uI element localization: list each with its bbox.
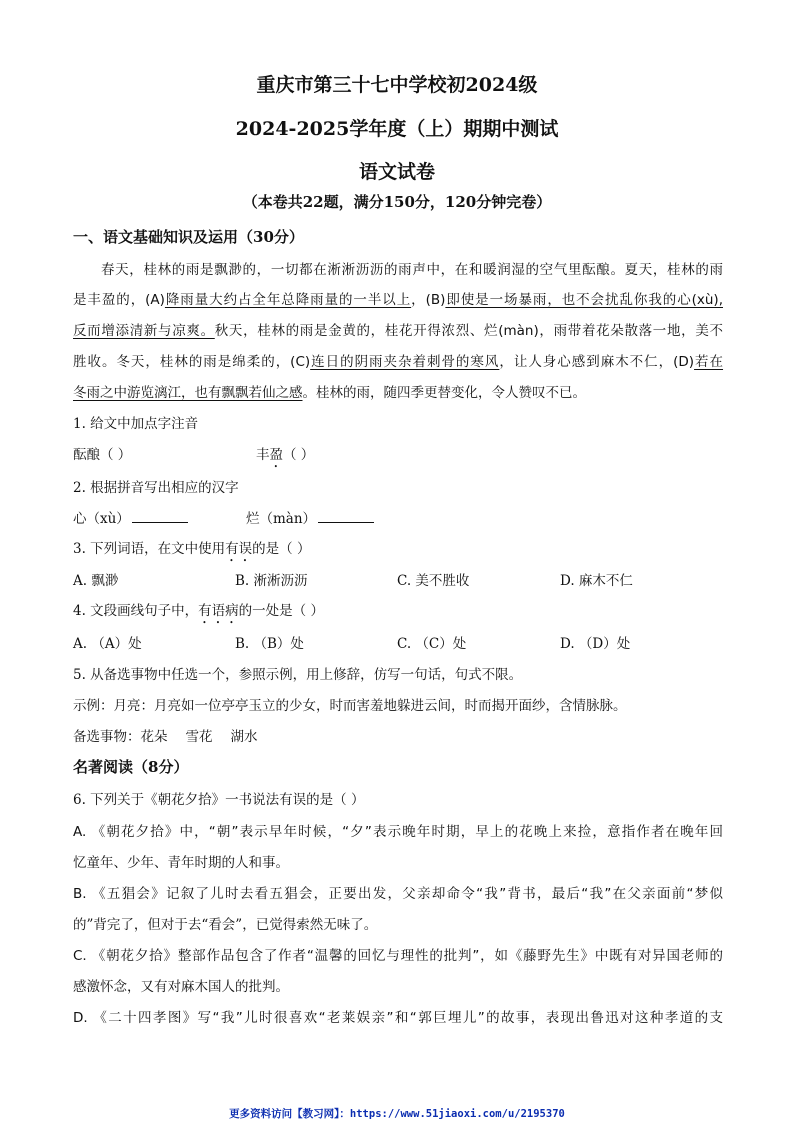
question-3-option-b[interactable]: B. 淅淅沥沥	[235, 573, 308, 589]
exam-subject-title: 语文试卷	[358, 161, 435, 183]
question-3-stem: 3. 下列词语，在文中使用有误的是（ ）	[73, 541, 311, 557]
question-6-option-b[interactable]: B. 《五猖会》记叙了儿时去看五猖会，正要出发，父亲却命令“我”背书，最后“我”在父亲面前“梦似	[73, 886, 723, 902]
section-heading-classics: 名著阅读（8分）	[73, 758, 189, 776]
question-3-option-a[interactable]: A. 飘渺	[73, 573, 119, 589]
answer-blank[interactable]	[318, 510, 374, 523]
answer-blank[interactable]	[132, 510, 188, 523]
question-4-stem: 4. 文段画线句子中，有语病的一处是（ ）	[73, 603, 324, 619]
section-heading-basics: 一、语文基础知识及运用（30分）	[73, 228, 304, 246]
exam-term-title: 2024-2025学年度（上）期期中测试	[235, 118, 559, 140]
question-6-option-a-cont: 忆童年、少年、青年时期的人和事。	[73, 855, 289, 871]
passage-line-3: 反而增添清新与凉爽。秋天，桂林的雨是金黄的，桂花开得浓烈、烂(màn)，雨带着花朵散落一地，美不	[73, 323, 724, 339]
question-4-option-b[interactable]: B. （B）处	[235, 636, 304, 652]
question-6-stem: 6. 下列关于《朝花夕拾》一书说法有误的是（ ）	[73, 792, 365, 808]
question-1-stem: 1. 给文中加点字注音	[73, 416, 199, 432]
question-5-stem: 5. 从备选事物中任选一个，参照示例，用上修辞，仿写一句话，句式不限。	[73, 667, 523, 683]
question-6-option-c[interactable]: C. 《朝花夕拾》整部作品包含了作者“温馨的回忆与理性的批判”，如《藤野先生》中既有对异国老师的	[73, 948, 723, 964]
question-1-item-a: 酝酿（ ）	[73, 447, 132, 463]
question-5-choices: 备选事物：花朵 雪花 湖水	[73, 729, 258, 745]
footer-link[interactable]: 更多资料访问【教习网】：https://www.51jiaoxi.com/u/2195370	[229, 1108, 565, 1120]
question-1-item-b: 丰盈（ ）	[256, 447, 315, 463]
passage-line-4: 胜收。冬天，桂林的雨是绵柔的，(C)连日的阴雨夹杂着刺骨的寒风，让人身心感到麻木不仁，(D)若在	[73, 354, 724, 370]
passage-line-2: 是丰盈的，(A)降雨量大约占全年总降雨量的一半以上，(B)即使是一场暴雨，也不会扰乱你我的心(xù),	[73, 292, 723, 308]
question-4-option-a[interactable]: A. （A）处	[73, 636, 142, 652]
question-4-option-d[interactable]: D. （D）处	[560, 636, 631, 652]
question-5-example: 示例：月亮：月亮如一位亭亭玉立的少女，时而害羞地躲进云间，时而揭开面纱，含情脉脉。	[73, 698, 627, 714]
question-3-option-c[interactable]: C. 美不胜收	[397, 573, 470, 589]
passage-line-1: 春天，桂林的雨是飘渺的，一切都在淅淅沥沥的雨声中，在和暖润湿的空气里酝酿。夏天，桂林的雨	[101, 262, 723, 278]
question-4-option-c[interactable]: C. （C）处	[397, 636, 467, 652]
question-2-item-b: 烂（màn）	[246, 507, 374, 527]
question-6-option-a[interactable]: A. 《朝花夕拾》中，“朝”表示早年时候，“夕”表示晚年时期，早上的花晚上来捡，意指作者在晚年回	[73, 824, 723, 840]
exam-school-title: 重庆市第三十七中学校初2024级	[256, 74, 538, 96]
question-2-stem: 2. 根据拼音写出相应的汉字	[73, 480, 239, 496]
question-6-option-c-cont: 感激怀念，又有对麻木国人的批判。	[73, 979, 289, 995]
question-2-item-a: 心（xù）	[73, 507, 188, 527]
question-3-option-d[interactable]: D. 麻木不仁	[560, 573, 633, 589]
exam-info-subtitle: （本卷共22题，满分150分，120分钟完卷）	[242, 193, 552, 211]
question-6-option-d[interactable]: D. 《二十四孝图》写“我”儿时很喜欢“老莱娱亲”和“郭巨埋儿”的故事，表现出鲁迅对这种孝道的支	[73, 1010, 723, 1026]
passage-line-5: 冬雨之中游览漓江，也有飘飘若仙之感。桂林的雨，随四季更替变化，令人赞叹不已。	[73, 385, 586, 401]
question-6-option-b-cont: 的”背完了，但对于去“看会”，已觉得索然无味了。	[73, 917, 378, 933]
